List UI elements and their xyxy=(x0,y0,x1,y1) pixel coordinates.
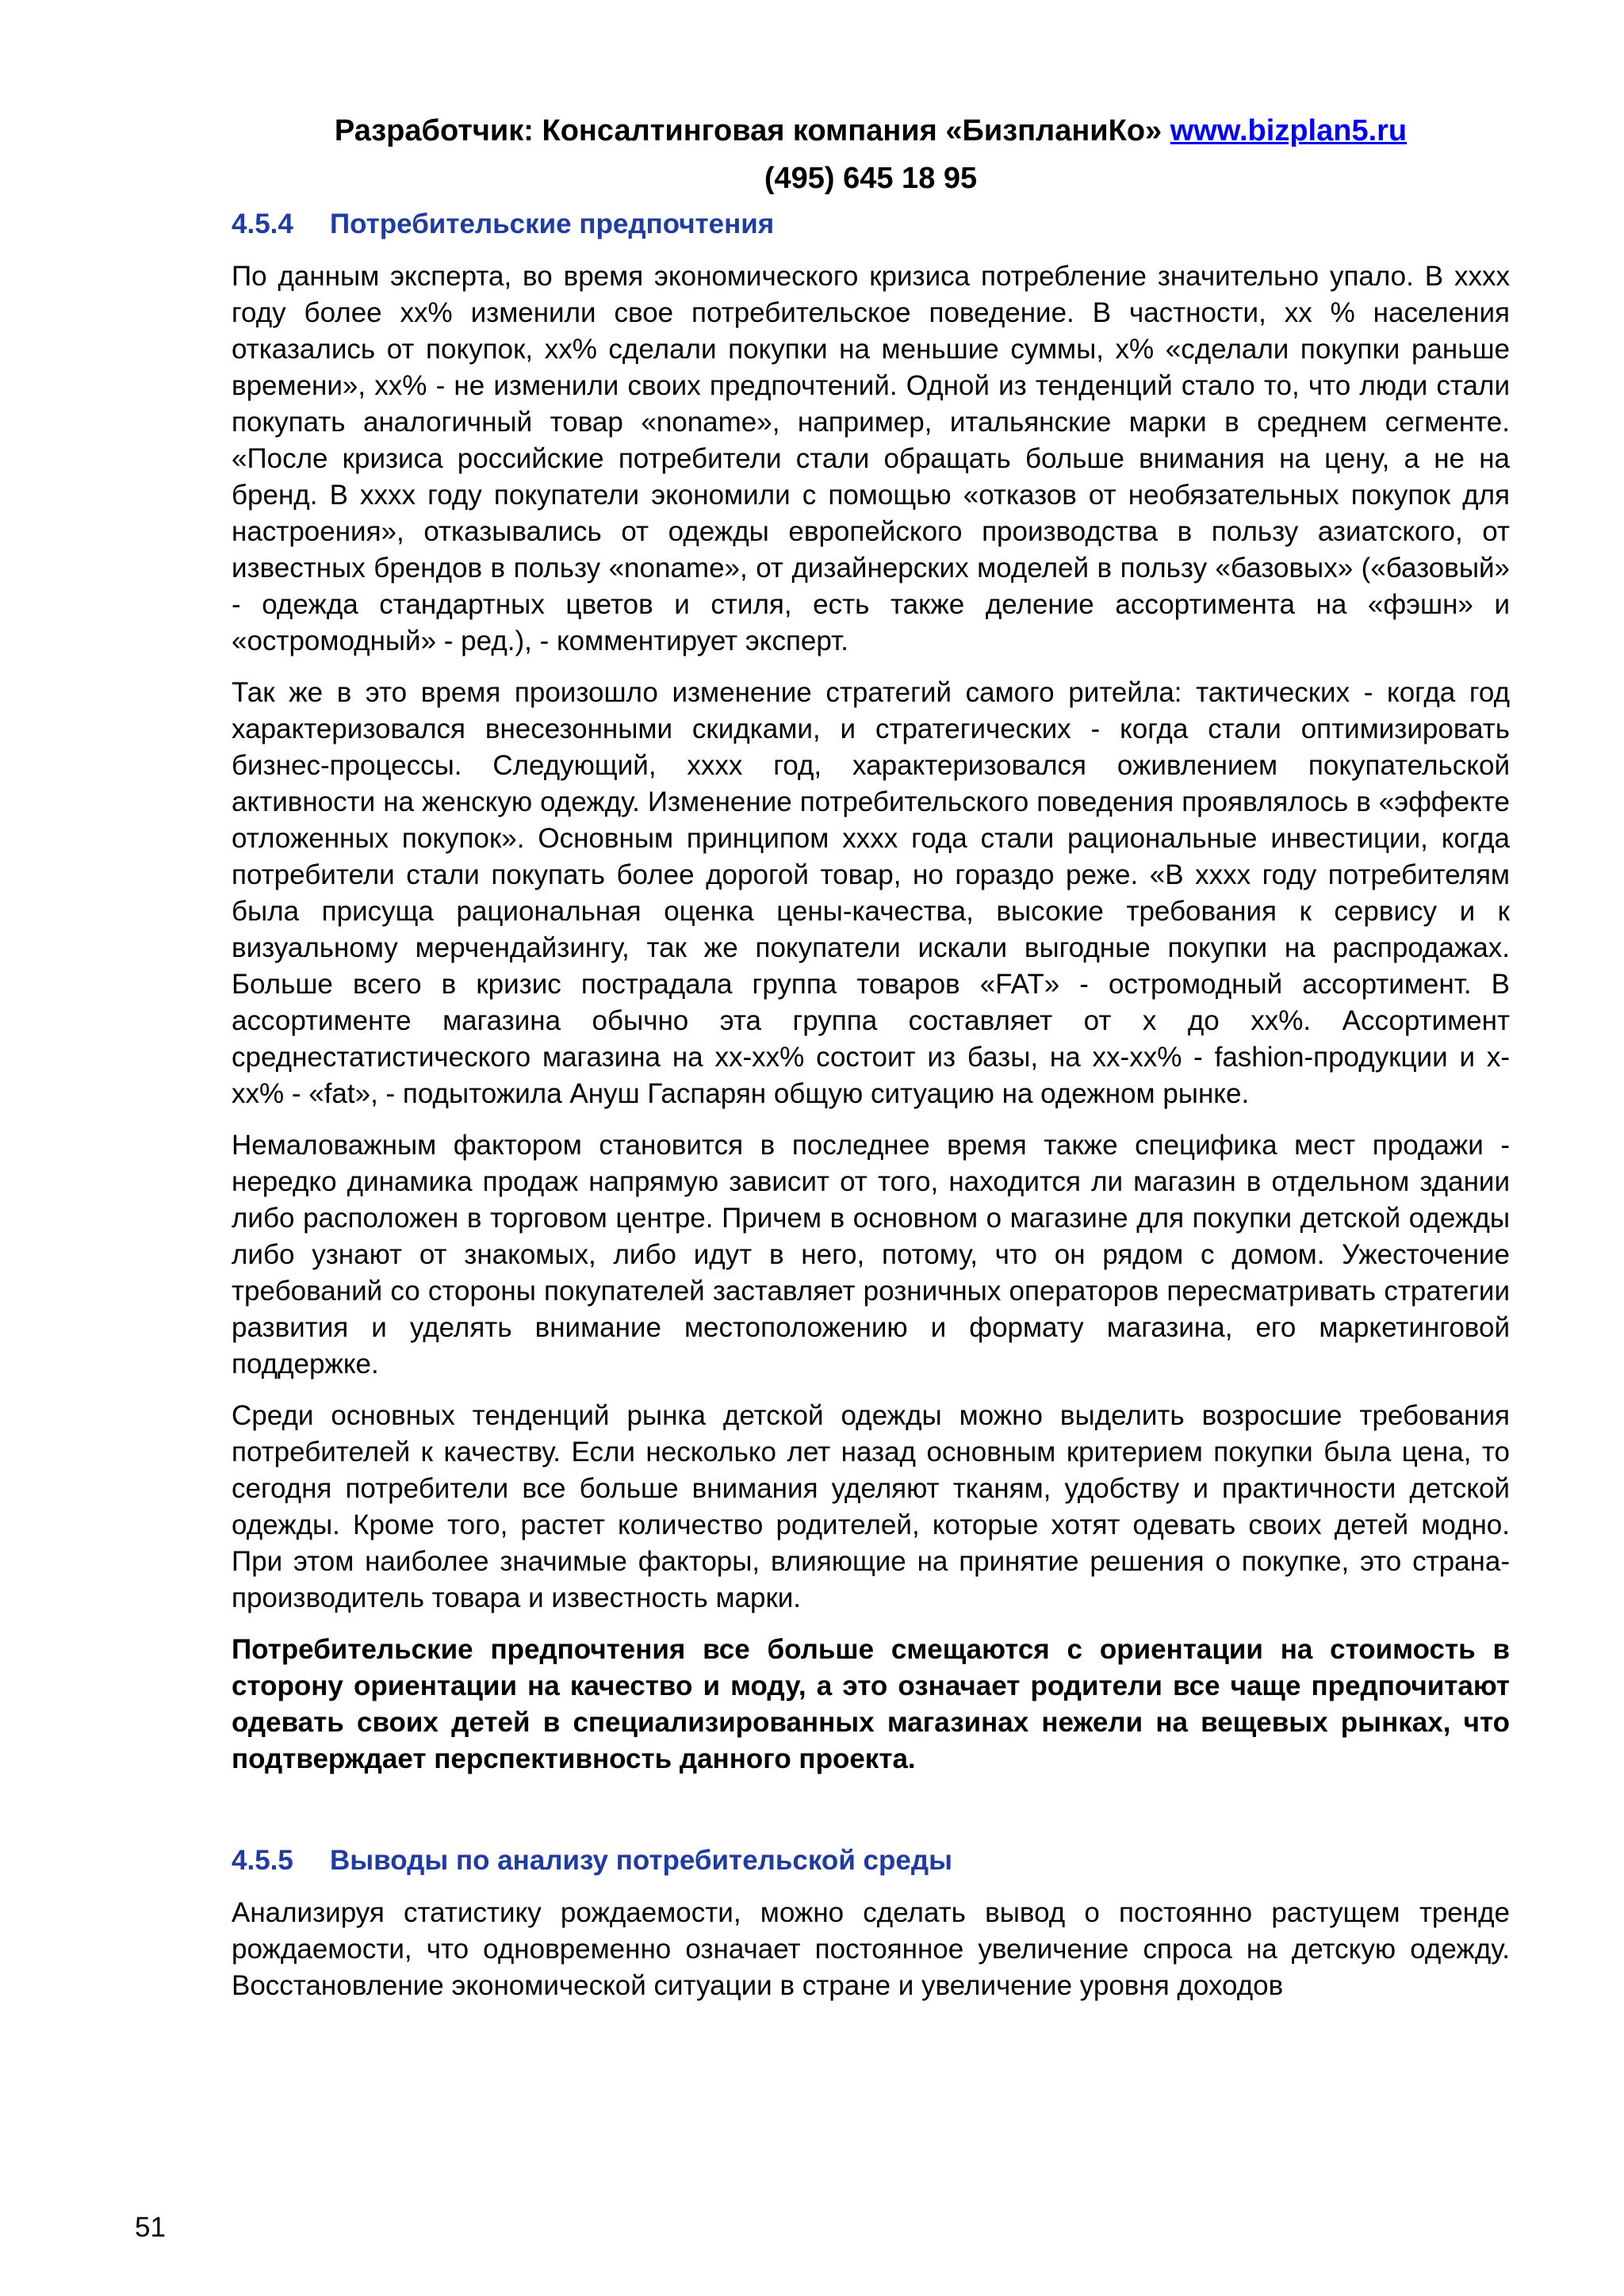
paragraph-5: Анализируя статистику рождаемости, можно сделать вывод о постоянно растущем тренде рождаемости, что одновременно означает постоянное увеличение спроса на детскую одежду. Восстановление экономической ситуации в стране и увеличение уровня доходов xyxy=(232,1897,1510,2001)
header-phone: (495) 645 18 95 xyxy=(764,162,978,195)
section-heading-4-5-4 xyxy=(232,206,1510,243)
section-number: 4.5.5 xyxy=(232,1845,293,1876)
page-header xyxy=(232,107,1510,202)
header-line-developer xyxy=(232,107,1510,155)
page-number: 51 xyxy=(135,2212,166,2243)
paragraph-4: Среди основных тенденций рынка детской одежды можно выделить возросшие требования потребителей к качеству. Если несколько лет назад основным критерием покупки была цена, то сегодня потребители все больше внимания уделяют тканям, удобству и практичности детской одежды. Кроме того, растет количество родителей, которые хотят одевать своих детей модно. При этом наиболее значимые факторы, влияющие на принятие решения о покупке, это страна-производитель товара и известность марки. xyxy=(232,1400,1510,1613)
paragraph-1: По данным эксперта, во время экономического кризиса потребление значительно упало. В xxxx году более xx% изменили свое потребительское поведение. В частности, xx % населения отказались от покупок, xx% сделали покупки на меньшие суммы, x% «сделали покупки раньше времени», xx% - не изменили своих предпочтений. Одной из тенденций стало то, что люди стали покупать аналогичный товар «noname», например, итальянские марки в среднем сегменте. «После кризиса российские потребители стали обращать больше внимания на цену, а не на бренд. В xxxx году покупатели экономили с помощью «отказов от необязательных покупок для настроения», отказывались от одежды европейского производства в пользу азиатского, от известных брендов в пользу «noname», от дизайнерских моделей в пользу «базовых» («базовый» - одежда стандартных цветов и стиля, есть также деление ассортимента на «фэшн» и «остромодный» - ред.), - комментирует эксперт. xyxy=(232,261,1510,656)
section-number: 4.5.4 xyxy=(232,209,293,239)
section-title: Потребительские предпочтения xyxy=(330,209,775,239)
conclusion-paragraph: Потребительские предпочтения все больше смещаются с ориентации на стоимость в сторону ориентации на качество и моду, а это означает родители все чаще предпочитают одевать своих детей в специализированных магазинах нежели на вещевых рынках, что подтверждает перспективность данного проекта. xyxy=(232,1634,1510,1774)
site-link[interactable]: www.bizplan5.ru xyxy=(1170,114,1408,147)
section-title: Выводы по анализу потребительской среды xyxy=(330,1845,952,1876)
page-content xyxy=(232,206,1510,2004)
developer-text: Разработчик: Консалтинговая компания «БизпланиКо» xyxy=(334,114,1170,147)
paragraph-2: Так же в это время произошло изменение стратегий самого ритейла: тактических - когда год характеризовался внесезонными скидками, и стратегических - когда стали оптимизировать бизнес-процессы. Следующий, xxxx год, характеризовался оживлением покупательской активности на женскую одежду. Изменение потребительского поведения проявлялось в «эффекте отложенных покупок». Основным принципом xxxx года стали рациональные инвестиции, когда потребители стали покупать более дорогой товар, но гораздо реже. «В xxxx году потребителям была присуща рациональная оценка цены-качества, высокие требования к сервису и к визуальному мерчендайзингу, так же покупатели искали выгодные покупки на распродажах. Больше всего в кризис пострадала группа товаров «FAT» - остромодный ассортимент. В ассортименте магазина обычно эта группа составляет от x до xx%. Ассортимент среднестатистического магазина на xx-xx% состоит из базы, на xx-xx% - fashion-продукции и x-xx% - «fat», - подытожила Ануш Гаспарян общую ситуацию на одежном рынке. xyxy=(232,677,1510,1109)
section-heading-4-5-5 xyxy=(232,1843,1510,1879)
paragraph-3: Немаловажным фактором становится в последнее время также специфика мест продажи - нередко динамика продаж напрямую зависит от того, находится ли магазин в отдельном здании либо расположен в торговом центре. Причем в основном о магазине для покупки детской одежды либо узнают от знакомых, либо идут в него, потому, что он рядом с домом. Ужесточение требований со стороны покупателей заставляет розничных операторов пересматривать стратегии развития и уделять внимание местоположению и формату магазина, его маркетинговой поддержке. xyxy=(232,1130,1510,1380)
